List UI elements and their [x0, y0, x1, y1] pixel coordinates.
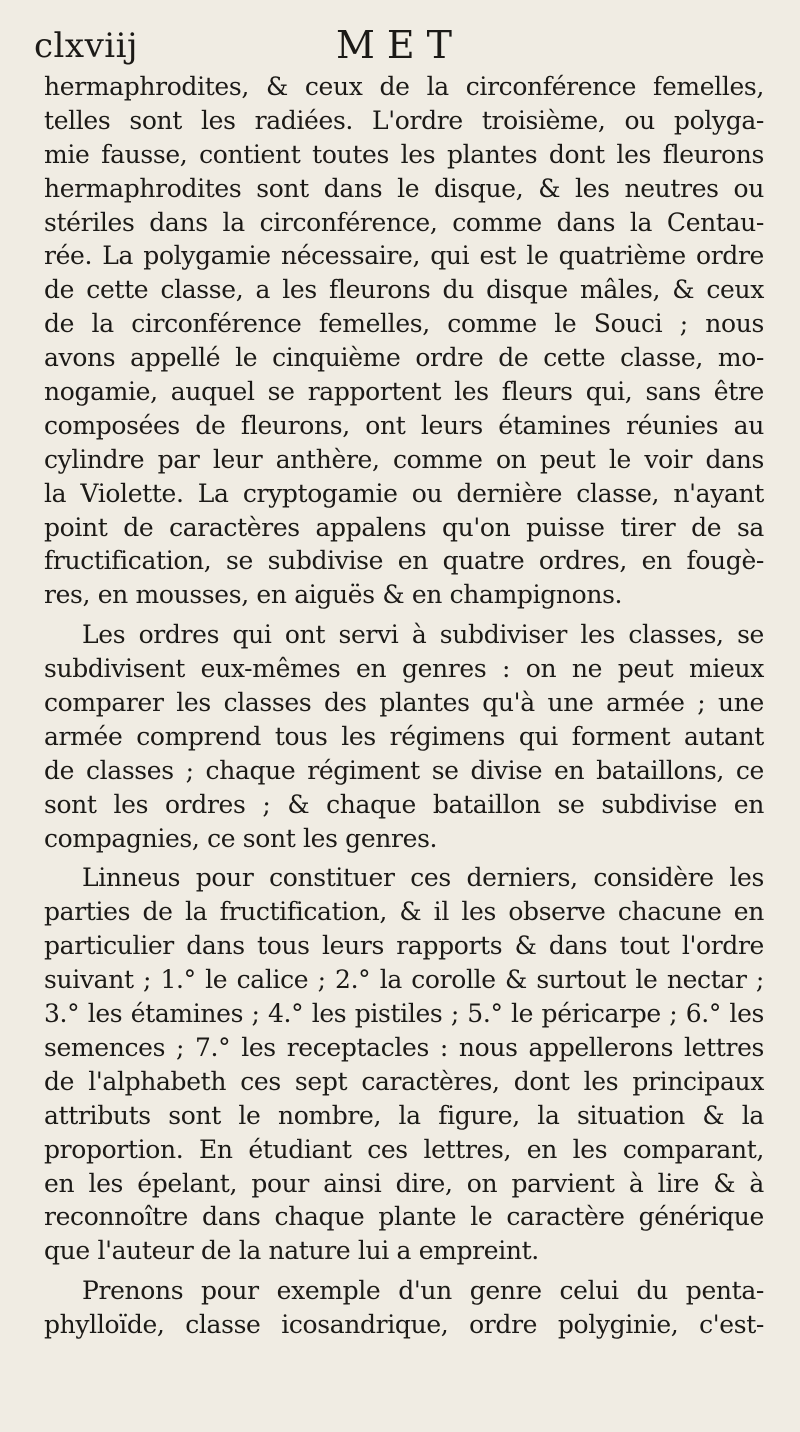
text-line: hermaphrodites sont dans le disque, & les neutres ou	[44, 173, 764, 203]
text-line: parties de la fructification, & il les observe chacune en	[44, 897, 764, 927]
text-line: fructification, se subdivise en quatre ordres, en fougè-	[44, 546, 764, 576]
text-line: telles sont les radiées. L'ordre troisième, ou polyga-	[44, 105, 764, 135]
text-line: sont les ordres ; & chaque bataillon se subdivise en	[44, 789, 764, 819]
running-title: MET	[336, 23, 464, 67]
body-text	[44, 70, 764, 1342]
text-line: cylindre par leur anthère, comme on peut le voir dans	[44, 444, 764, 474]
text-line: proportion. En étudiant ces lettres, en les comparant,	[44, 1134, 764, 1164]
text-line: res, en mousses, en aiguës & en champignons.	[44, 580, 623, 610]
text-line: Les ordres qui ont servi à subdiviser les classes, se	[82, 620, 764, 650]
text-line: compagnies, ce sont les genres.	[44, 823, 438, 853]
text-line: de classes ; chaque régiment se divise en bataillons, ce	[44, 755, 764, 785]
text-line: phylloïde, classe icosandrique, ordre polyginie, c'est-	[44, 1310, 764, 1340]
paragraph	[44, 861, 764, 1268]
text-line: mie fausse, contient toutes les plantes dont les fleurons	[44, 139, 764, 169]
text-line: subdivisent eux-mêmes en genres : on ne peut mieux	[44, 654, 764, 684]
text-line: rée. La polygamie nécessaire, qui est le quatrième ordre	[44, 241, 764, 271]
paragraph	[44, 1274, 764, 1342]
text-line: suivant ; 1.° le calice ; 2.° la corolle & surtout le nectar ;	[44, 965, 764, 995]
text-line: hermaphrodites, & ceux de la circonférence femelles,	[44, 72, 764, 101]
text-line: nogamie, auquel se rapportent les fleurs qui, sans être	[44, 377, 764, 407]
text-line: 3.° les étamines ; 4.° les pistiles ; 5.° le péricarpe ; 6.° les	[44, 999, 764, 1029]
text-line: stériles dans la circonférence, comme dans la Centau-	[44, 207, 764, 237]
text-line: armée comprend tous les régimens qui forment autant	[44, 721, 764, 751]
page-number: clxviij	[34, 26, 139, 66]
text-line: attributs sont le nombre, la figure, la situation & la	[44, 1100, 764, 1130]
text-line: Linneus pour constituer ces derniers, considère les	[82, 863, 764, 893]
text-line: point de caractères appalens qu'on puisse tirer de sa	[44, 512, 764, 542]
text-line: la Violette. La cryptogamie ou dernière classe, n'ayant	[44, 478, 764, 508]
text-line: composées de fleurons, ont leurs étamines réunies au	[44, 410, 764, 440]
text-line: en les épelant, pour ainsi dire, on parvient à lire & à	[44, 1168, 764, 1198]
text-line: avons appellé le cinquième ordre de cette classe, mo-	[44, 343, 764, 373]
text-line: semences ; 7.° les receptacles : nous appellerons lettres	[44, 1032, 764, 1062]
text-line: particulier dans tous leurs rapports & dans tout l'ordre	[44, 931, 764, 961]
text-line: que l'auteur de la nature lui a empreint.	[44, 1236, 539, 1266]
text-line: Prenons pour exemple d'un genre celui du penta-	[82, 1276, 764, 1306]
text-line: de la circonférence femelles, comme le Souci ; nous	[44, 309, 764, 339]
text-line: comparer les classes des plantes qu'à une armée ; une	[44, 688, 764, 718]
text-line: de l'alphabeth ces sept caractères, dont les principaux	[44, 1066, 764, 1096]
text-line: reconnoître dans chaque plante le caractère générique	[44, 1202, 764, 1232]
paragraph	[44, 70, 764, 612]
text-line: de cette classe, a les fleurons du disque mâles, & ceux	[44, 275, 764, 305]
paragraph	[44, 618, 764, 855]
